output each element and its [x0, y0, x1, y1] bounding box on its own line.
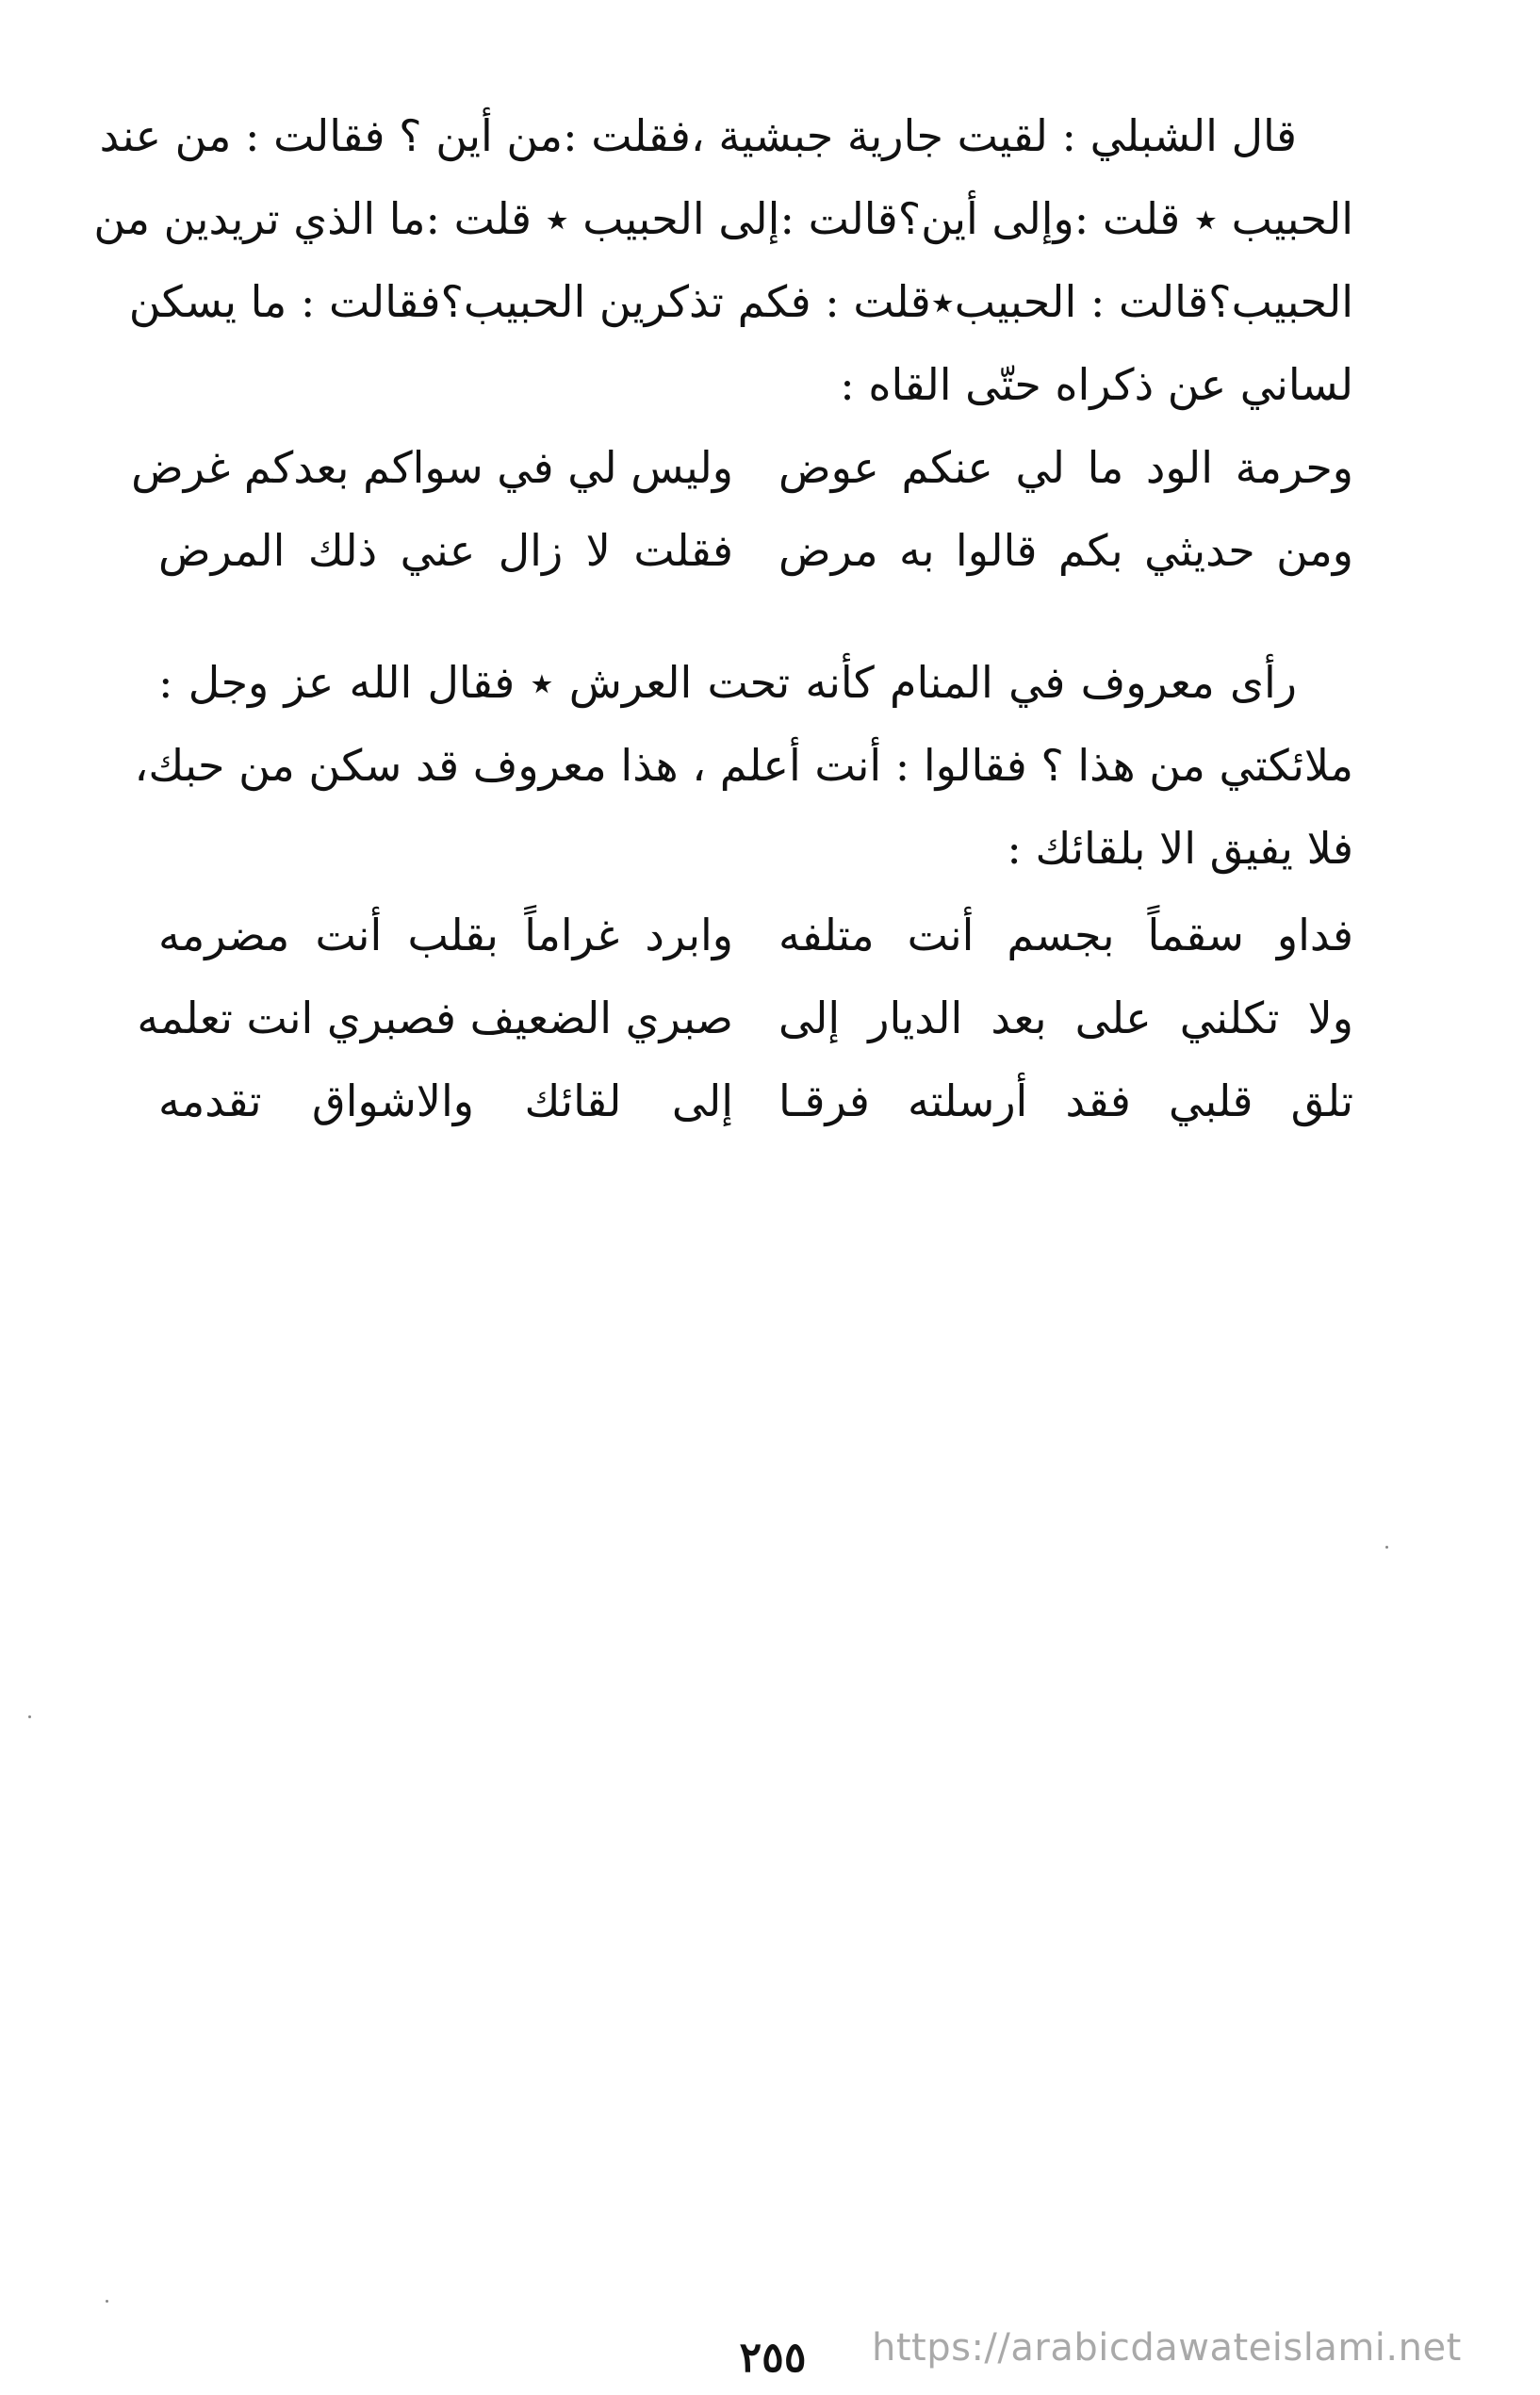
prose-line: فلا يفيق الا بلقائك :: [1007, 823, 1353, 874]
verse-line: [158, 894, 1353, 976]
verse-first-hemistich: ومن حديثي بكم قالوا به مرض: [778, 525, 1353, 576]
verse-second-hemistich: إلى لقائك والاشواق تقدمه: [158, 1075, 733, 1126]
verse-line: [137, 976, 1353, 1059]
page-number: ٢٥٥: [739, 2334, 807, 2382]
verse-first-hemistich: تلق قلبي فقد أرسلته فرقـا: [778, 1075, 1353, 1126]
prose-line: رأى معروف في المنام كأنه تحت العرش ٭ فقال الله عز وجل :: [158, 657, 1297, 708]
scan-speck: [1385, 1546, 1388, 1549]
verse-first-hemistich: فداو سقماً بجسم أنت متلفه: [778, 910, 1353, 960]
verse-line: [131, 426, 1353, 509]
poem-2: [137, 894, 1353, 1142]
prose-line: الحبيب؟قالت : الحبيب٭قلت : فكم تذكرين الحبيب؟فقالت : ما يسكن: [128, 276, 1353, 327]
paragraph-shibli: [93, 94, 1353, 426]
prose-line: ملائكتي من هذا ؟ فقالوا : أنت أعلم ، هذا معروف قد سكن من حبك،: [134, 740, 1353, 791]
verse-second-hemistich: وليس لي في سواكم بعدكم غرض: [131, 442, 733, 493]
prose-line: لساني عن ذكراه حتّى القاه :: [840, 359, 1353, 410]
scan-speck: [106, 2300, 108, 2303]
verse-second-hemistich: وابرد غراماً بقلب أنت مضرمه: [158, 910, 733, 960]
prose-line: الحبيب ٭ قلت :وإلى أين؟قالت :إلى الحبيب ٭ قلت :ما الذي تريدين من: [93, 193, 1353, 244]
verse-line: [158, 509, 1353, 592]
watermark-url: https://arabicdawateislami.net: [872, 2326, 1462, 2370]
verse-line: [158, 1059, 1353, 1142]
poem-1: [131, 426, 1353, 592]
verse-second-hemistich: فقلت لا زال عني ذلك المرض: [158, 525, 733, 576]
prose-line: قال الشبلي : لقيت جارية جبشية ،فقلت :من أين ؟ فقالت : من عند: [99, 110, 1297, 161]
verse-first-hemistich: ولا تكلني على بعد الديار إلى: [778, 992, 1353, 1043]
verse-second-hemistich: صبري الضعيف فصبري انت تعلمه: [137, 992, 733, 1043]
paragraph-maruf: [134, 641, 1353, 890]
scan-speck: [28, 1715, 31, 1718]
verse-first-hemistich: وحرمة الود ما لي عنكم عوض: [778, 442, 1353, 493]
